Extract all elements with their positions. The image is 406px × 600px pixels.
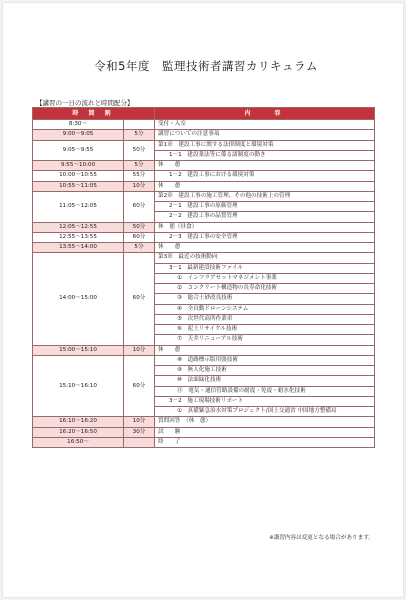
content-cell: 3－1 最新建設技術ファイル — [155, 263, 375, 273]
duration-cell: 50分 — [124, 222, 155, 232]
content-cell: ⑪ 電気・通信管路設備の耐震・免震・耐水化技術 — [155, 386, 375, 396]
table-row — [33, 222, 375, 232]
content-cell: 第3章 最近の技術動向 — [155, 253, 375, 263]
time-cell: 11:05～12:05 — [33, 191, 124, 222]
table-row — [33, 140, 375, 150]
time-cell: 10:55～11:05 — [33, 181, 124, 191]
content-cell: ① インフラアセットマネジメント事業 — [155, 273, 375, 283]
duration-cell: 10分 — [124, 417, 155, 427]
table-header-row — [33, 108, 375, 120]
duration-cell: 10分 — [124, 345, 155, 355]
duration-cell: 5分 — [124, 243, 155, 253]
table-row — [33, 253, 375, 263]
table-row — [33, 355, 375, 365]
table-row — [33, 130, 375, 140]
duration-cell: 50分 — [124, 140, 155, 161]
page-title: 令和5年度 監理技術者講習カリキュラム — [94, 59, 318, 73]
time-cell: 9:55～10:00 — [33, 161, 124, 171]
table-row — [33, 243, 375, 253]
table-row — [33, 427, 375, 437]
content-cell: 第2章 建設工事の施工管理、その他の技術上の管理 — [155, 191, 375, 201]
content-cell: ① 真備緊急治水対策プロジェクト/国土交通省 中国地方整備局 — [155, 407, 375, 417]
content-cell: 休 憩 — [155, 161, 375, 171]
duration-cell: 60分 — [124, 191, 155, 222]
content-cell: 1－2 建設工事における環境対策 — [155, 171, 375, 181]
time-cell: 16:20～16:50 — [33, 427, 124, 437]
content-cell: 休 憩（昼食） — [155, 222, 375, 232]
duration-cell: 60分 — [124, 232, 155, 242]
header-time: 時 間 割 — [33, 108, 155, 120]
content-cell: ② コンクリート構造物の長寿命化技術 — [155, 284, 375, 294]
footnote: ※講習内容は変更となる場合があります。 — [269, 535, 374, 541]
duration-cell: 5分 — [124, 130, 155, 140]
table-row — [33, 181, 375, 191]
duration-cell: 5分 — [124, 161, 155, 171]
content-cell: 休 憩 — [155, 345, 375, 355]
duration-cell — [124, 120, 155, 130]
content-cell: ③ 総合土砂改良技術 — [155, 294, 375, 304]
curriculum-table — [32, 107, 375, 448]
time-cell: 14:00～15:00 — [33, 253, 124, 345]
time-cell: 16:10～16:20 — [33, 417, 124, 427]
document-page — [3, 3, 403, 597]
table-row — [33, 191, 375, 201]
content-cell: ⑥ 泥土リサイクル技術 — [155, 325, 375, 335]
content-cell: ⑨ 無人化施工技術 — [155, 366, 375, 376]
header-content: 内 容 — [155, 108, 375, 120]
time-cell: 15:10～16:10 — [33, 355, 124, 417]
time-cell: 15:00～15:10 — [33, 345, 124, 355]
content-cell: ⑧ 道路標示版用張技術 — [155, 355, 375, 365]
content-cell: 2－2 建設工事の品質管理 — [155, 212, 375, 222]
table-row — [33, 345, 375, 355]
time-cell: 12:05～12:55 — [33, 222, 124, 232]
duration-cell: 60分 — [124, 355, 155, 417]
time-cell: 8:30～ — [33, 120, 124, 130]
content-cell: 1－1 建設業法等に係る諸制度の動き — [155, 150, 375, 160]
table-body — [33, 120, 375, 448]
content-cell: 受付・入室 — [155, 120, 375, 130]
table-row — [33, 417, 375, 427]
time-cell: 13:55～14:00 — [33, 243, 124, 253]
table-row — [33, 437, 375, 447]
section-label: 【講習の一日の流れと時間配分】 — [36, 99, 134, 107]
content-cell: 2－1 建設工事の原価管理 — [155, 202, 375, 212]
duration-cell: 30分 — [124, 427, 155, 437]
time-cell: 10:00～10:55 — [33, 171, 124, 181]
content-cell: ⑦ 天井リニューアル技術 — [155, 335, 375, 345]
duration-cell: 10分 — [124, 181, 155, 191]
duration-cell: 55分 — [124, 171, 155, 181]
time-cell: 9:00～9:05 — [33, 130, 124, 140]
content-cell: 試 験 — [155, 427, 375, 437]
time-cell: 12:55～13:55 — [33, 232, 124, 242]
table-row — [33, 232, 375, 242]
table-row — [33, 171, 375, 181]
table-row — [33, 120, 375, 130]
content-cell: 講習についての注意事項 — [155, 130, 375, 140]
table-row — [33, 161, 375, 171]
content-cell: 休 憩 — [155, 243, 375, 253]
duration-cell: 60分 — [124, 253, 155, 345]
content-cell: 第1章 建設工事に関する法律制度と環境対策 — [155, 140, 375, 150]
content-cell: ⑤ 次世代高所作業車 — [155, 314, 375, 324]
content-cell: 2－3 建設工事の安全管理 — [155, 232, 375, 242]
content-cell: 3－2 施工現場技術リポート — [155, 396, 375, 406]
content-cell: 休 憩 — [155, 181, 375, 191]
content-cell: 質問回答 （休 憩） — [155, 417, 375, 427]
content-cell: 終 了 — [155, 437, 375, 447]
content-cell: ④ 全自動ドローンシステム — [155, 304, 375, 314]
time-cell: 16:50～ — [33, 437, 124, 447]
duration-cell — [124, 437, 155, 447]
content-cell: ⑩ 法面緑化技術 — [155, 376, 375, 386]
time-cell: 9:05～9:55 — [33, 140, 124, 161]
